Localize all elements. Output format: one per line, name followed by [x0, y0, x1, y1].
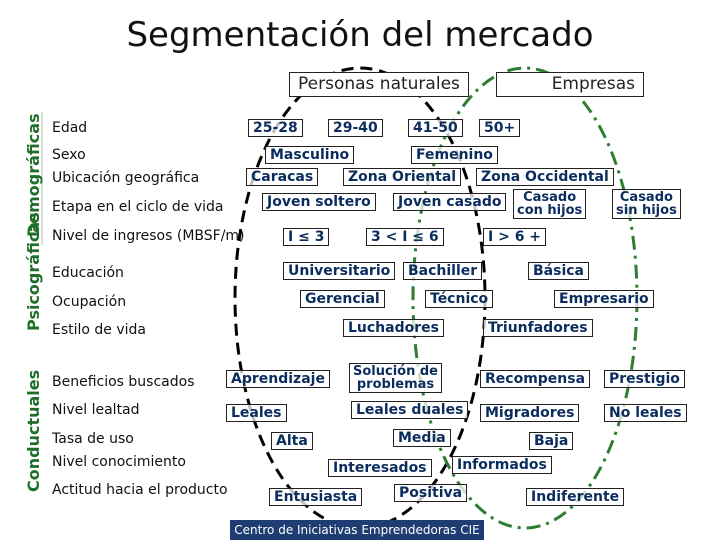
box-zona-oriental: Zona Oriental [343, 168, 461, 186]
box-alta: Alta [271, 432, 313, 450]
box-edad-41-50: 41-50 [408, 119, 463, 137]
box-edad-25-28: 25-28 [248, 119, 303, 137]
box-bachiller: Bachiller [403, 262, 482, 280]
box-interesados: Interesados [328, 459, 432, 477]
box-ingreso-alto: I > 6 + [483, 228, 546, 246]
row-label-ubicacion: Ubicación geográfica [52, 170, 200, 186]
row-label-lealtad: Nivel lealtad [52, 402, 140, 418]
box-prestigio: Prestigio [604, 370, 685, 388]
box-tecnico: Técnico [425, 290, 493, 308]
box-casado-con-hijos-line2: con hijos [517, 203, 583, 218]
box-caracas: Caracas [246, 168, 318, 186]
page-title: Segmentación del mercado [126, 15, 594, 55]
row-label-edad: Edad [52, 120, 88, 136]
box-no-leales: No leales [604, 404, 687, 422]
box-edad-50-plus: 50+ [479, 119, 520, 137]
box-solucion-problemas-line1: Solución de [353, 364, 439, 379]
box-leales: Leales [226, 404, 287, 422]
box-baja: Baja [529, 432, 573, 450]
row-label-beneficios: Beneficios buscados [52, 374, 195, 390]
box-zona-occidental: Zona Occidental [476, 168, 614, 186]
row-label-ocupacion: Ocupación [52, 294, 127, 310]
box-joven-soltero: Joven soltero [262, 193, 376, 211]
box-universitario: Universitario [283, 262, 395, 280]
box-media: Media [393, 429, 451, 447]
row-label-estilo: Estilo de vida [52, 322, 147, 338]
footer-banner: Centro de Iniciativas Emprendedoras CIE [230, 520, 484, 540]
box-femenino: Femenino [411, 146, 498, 164]
box-empresario: Empresario [554, 290, 654, 308]
box-gerencial: Gerencial [300, 290, 385, 308]
box-recompensa: Recompensa [480, 370, 590, 388]
box-leales-duales: Leales duales [351, 401, 468, 419]
box-casado-sin-hijos [612, 189, 681, 219]
box-entusiasta: Entusiasta [269, 488, 362, 506]
row-label-sexo: Sexo [52, 147, 86, 163]
row-label-ingresos: Nivel de ingresos (MBSF/m) [52, 228, 245, 244]
box-ingreso-bajo: I ≤ 3 [283, 228, 329, 246]
row-label-actitud: Actitud hacia el producto [52, 482, 228, 498]
box-joven-casado: Joven casado [393, 193, 506, 211]
header-personas: Personas naturales [289, 72, 469, 97]
side-label-psicograficas: Psicográficas [24, 212, 43, 331]
box-basica: Básica [528, 262, 589, 280]
header-empresas: Empresas [496, 72, 644, 97]
box-solucion-problemas-line2: problemas [356, 377, 435, 392]
row-label-tasa: Tasa de uso [52, 431, 134, 447]
box-luchadores: Luchadores [343, 319, 444, 337]
box-masculino: Masculino [265, 146, 354, 164]
row-label-educacion: Educación [52, 265, 124, 281]
box-ingreso-medio: 3 < I ≤ 6 [366, 228, 444, 246]
box-casado-sin-hijos-line1: Casado [619, 190, 673, 205]
box-casado-sin-hijos-line2: sin hijos [616, 203, 677, 218]
row-label-etapa: Etapa en el ciclo de vida [52, 199, 224, 215]
row-label-conocimiento: Nivel conocimiento [52, 454, 186, 470]
box-edad-29-40: 29-40 [328, 119, 383, 137]
box-informados: Informados [452, 456, 552, 474]
box-migradores: Migradores [480, 404, 579, 422]
box-aprendizaje: Aprendizaje [226, 370, 330, 388]
box-solucion-problemas [349, 363, 442, 393]
side-label-conductuales: Conductuales [24, 369, 43, 492]
box-indiferente: Indiferente [526, 488, 624, 506]
box-triunfadores: Triunfadores [483, 319, 593, 337]
box-positiva: Positiva [394, 484, 467, 502]
side-label-demograficas: Demográficas [24, 113, 43, 237]
box-casado-con-hijos-line1: Casado [523, 190, 577, 205]
box-casado-con-hijos [513, 189, 586, 219]
